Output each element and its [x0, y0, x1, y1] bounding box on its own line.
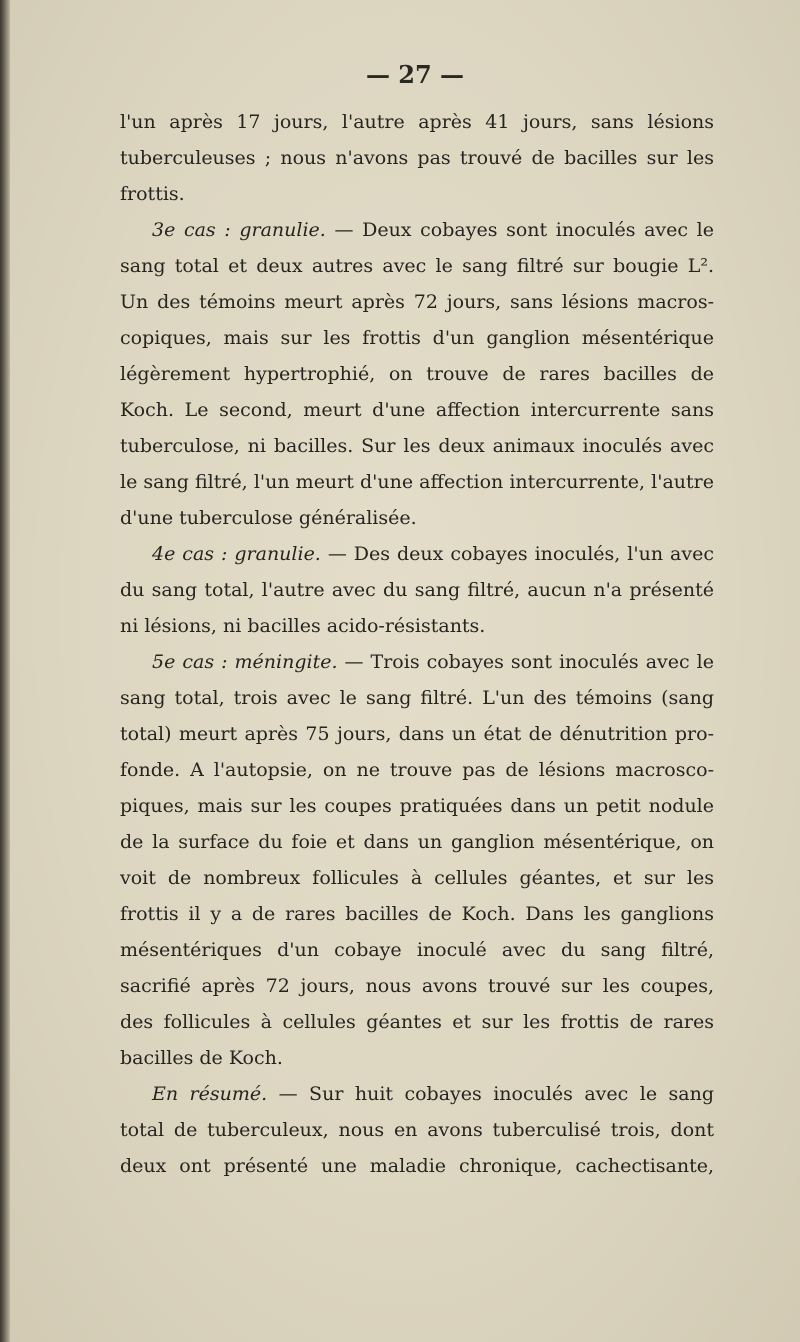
text-line [120, 1076, 714, 1112]
text-line: total) meurt après 75 jours, dans un état de dénutrition pro- [120, 723, 714, 745]
text-run: — Trois cobayes sont inoculés avec le [337, 651, 714, 673]
text-line: ni lésions, ni bacilles acido-résistants. [120, 615, 486, 637]
text-line: tuberculose, ni bacilles. Sur les deux animaux inoculés avec [120, 435, 714, 457]
text-line: bacilles de Koch. [120, 1047, 283, 1069]
text-line: du sang total, l'autre avec du sang filtré, aucun n'a présenté [120, 579, 714, 601]
text-line: le sang filtré, l'un meurt d'une affection intercurrente, l'autre [120, 471, 714, 493]
text-line: deux ont présenté une maladie chronique, cachectisante, [120, 1155, 714, 1177]
text-run: — Deux cobayes sont inoculés avec le [325, 219, 714, 241]
text-line [120, 644, 714, 680]
text-line: sacrifié après 72 jours, nous avons trouvé sur les coupes, [120, 975, 714, 997]
text-line: sang total et deux autres avec le sang filtré sur bougie L². [120, 255, 714, 277]
text-line: voit de nombreux follicules à cellules géantes, et sur les [120, 867, 714, 889]
text-line: Koch. Le second, meurt d'une affection intercurrente sans [120, 399, 714, 421]
text-line: d'une tuberculose généralisée. [120, 507, 417, 529]
text-line: fonde. A l'autopsie, on ne trouve pas de lésions macrosco- [120, 759, 714, 781]
book-spine-shadow [0, 0, 10, 1342]
text-line: légèrement hypertrophié, on trouve de rares bacilles de [120, 363, 714, 385]
text-run: — Des deux cobayes inoculés, l'un avec [320, 543, 715, 565]
summary-heading: En résumé. [152, 1083, 268, 1105]
text-line [120, 212, 714, 248]
text-line: mésentériques d'un cobaye inoculé avec du sang filtré, [120, 939, 714, 961]
text-line: sang total, trois avec le sang filtré. L'un des témoins (sang [120, 687, 714, 709]
text-line: l'un après 17 jours, l'autre après 41 jours, sans lésions [120, 111, 714, 133]
text-line: piques, mais sur les coupes pratiquées dans un petit nodule [120, 795, 714, 817]
case-heading: 4e cas : granulie. [152, 543, 321, 565]
text-line: total de tuberculeux, nous en avons tuberculisé trois, dont [120, 1119, 714, 1141]
text-line [120, 536, 714, 572]
text-run: — Sur huit cobayes inoculés avec le sang [267, 1083, 714, 1105]
text-line: frottis il y a de rares bacilles de Koch. Dans les ganglions [120, 903, 714, 925]
text-line: Un des témoins meurt après 72 jours, sans lésions macros- [120, 291, 714, 313]
text-line: frottis. [120, 183, 185, 205]
text-line: de la surface du foie et dans un ganglion mésentérique, on [120, 831, 714, 853]
case-heading: 5e cas : méningite. [152, 651, 338, 673]
case-heading: 3e cas : granulie. [152, 219, 326, 241]
page-number: — 27 — [365, 60, 465, 89]
text-line: des follicules à cellules géantes et sur les frottis de rares [120, 1011, 714, 1033]
text-line: copiques, mais sur les frottis d'un ganglion mésentérique [120, 327, 714, 349]
body-text [120, 104, 714, 1184]
text-line: tuberculeuses ; nous n'avons pas trouvé de bacilles sur les [120, 147, 714, 169]
